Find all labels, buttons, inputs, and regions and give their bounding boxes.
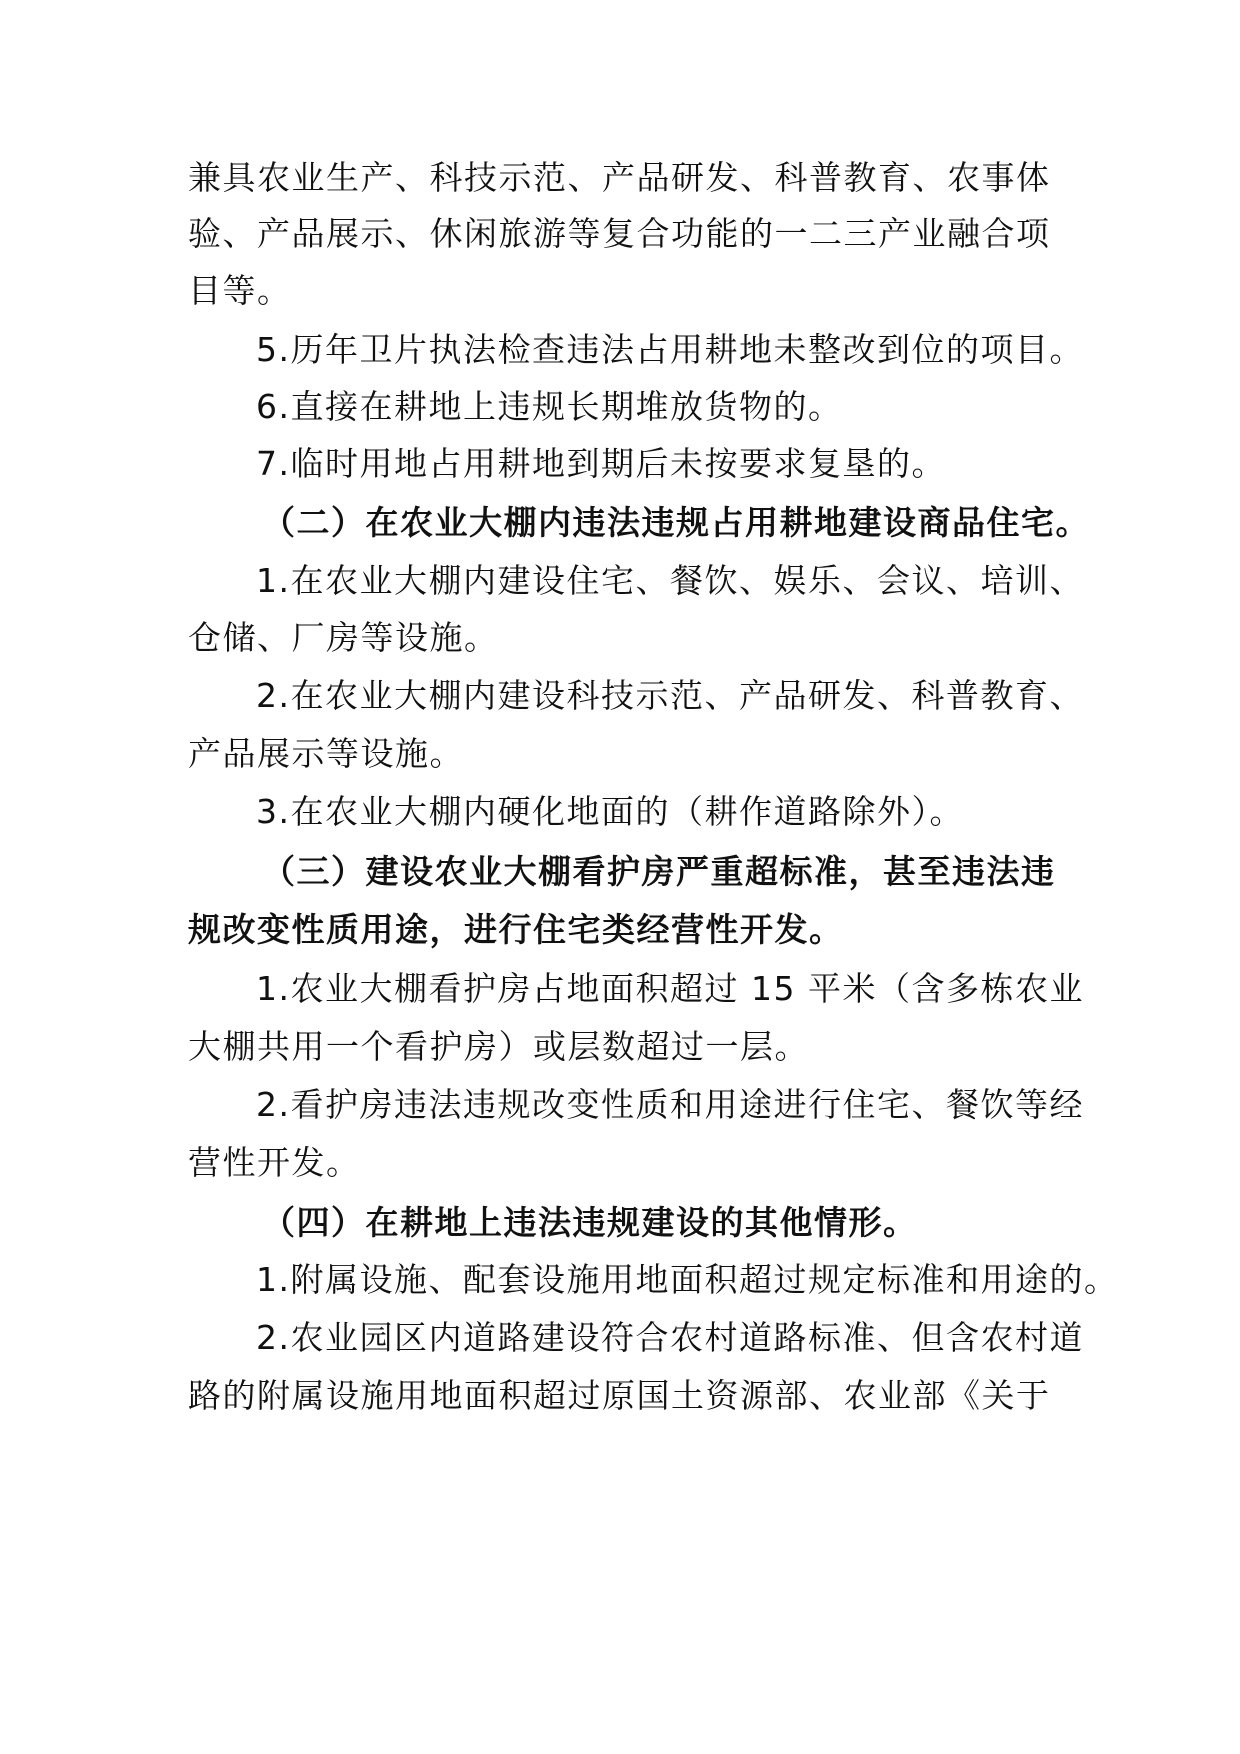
body-text-line: 目等。 xyxy=(188,271,292,310)
list-item-1: 1.在农业大棚内建设住宅、餐饮、娱乐、会议、培训、 xyxy=(256,561,1084,600)
list-item-6: 6.直接在耕地上违规长期堆放货物的。 xyxy=(256,387,843,426)
body-text-line: 验、产品展示、休闲旅游等复合功能的一二三产业融合项 xyxy=(188,214,1051,253)
list-item-3: 3.在农业大棚内硬化地面的（耕作道路除外）。 xyxy=(256,792,964,831)
list-item-7: 7.临时用地占用耕地到期后未按要求复垦的。 xyxy=(256,444,946,483)
list-item-5: 5.历年卫片执法检查违法占用耕地未整改到位的项目。 xyxy=(256,330,1084,369)
body-text-line: 大棚共用一个看护房）或层数超过一层。 xyxy=(188,1027,809,1066)
section-heading-2: （二）在农业大棚内违法违规占用耕地建设商品住宅。 xyxy=(262,503,1090,542)
body-text-line: 路的附属设施用地面积超过原国土资源部、农业部《关于 xyxy=(188,1376,1051,1415)
section-heading-3: （三）建设农业大棚看护房严重超标准，甚至违法违 xyxy=(262,852,1056,891)
list-item-2: 2.在农业大棚内建设科技示范、产品研发、科普教育、 xyxy=(256,676,1084,715)
body-text-line: 营性开发。 xyxy=(188,1143,361,1182)
section-heading-4: （四）在耕地上违法违规建设的其他情形。 xyxy=(262,1203,918,1242)
list-item-1: 1.农业大棚看护房占地面积超过 15 平米（含多栋农业 xyxy=(256,969,1084,1008)
body-text-line: 兼具农业生产、科技示范、产品研发、科普教育、农事体 xyxy=(188,158,1051,197)
list-item-1: 1.附属设施、配套设施用地面积超过规定标准和用途的。 xyxy=(256,1260,1119,1299)
body-text-line: 产品展示等设施。 xyxy=(188,734,464,773)
section-heading-3-cont: 规改变性质用途，进行住宅类经营性开发。 xyxy=(188,910,844,949)
body-text-line: 仓储、厂房等设施。 xyxy=(188,618,499,657)
list-item-2: 2.看护房违法违规改变性质和用途进行住宅、餐饮等经 xyxy=(256,1085,1084,1124)
list-item-2: 2.农业园区内道路建设符合农村道路标准、但含农村道 xyxy=(256,1318,1084,1357)
